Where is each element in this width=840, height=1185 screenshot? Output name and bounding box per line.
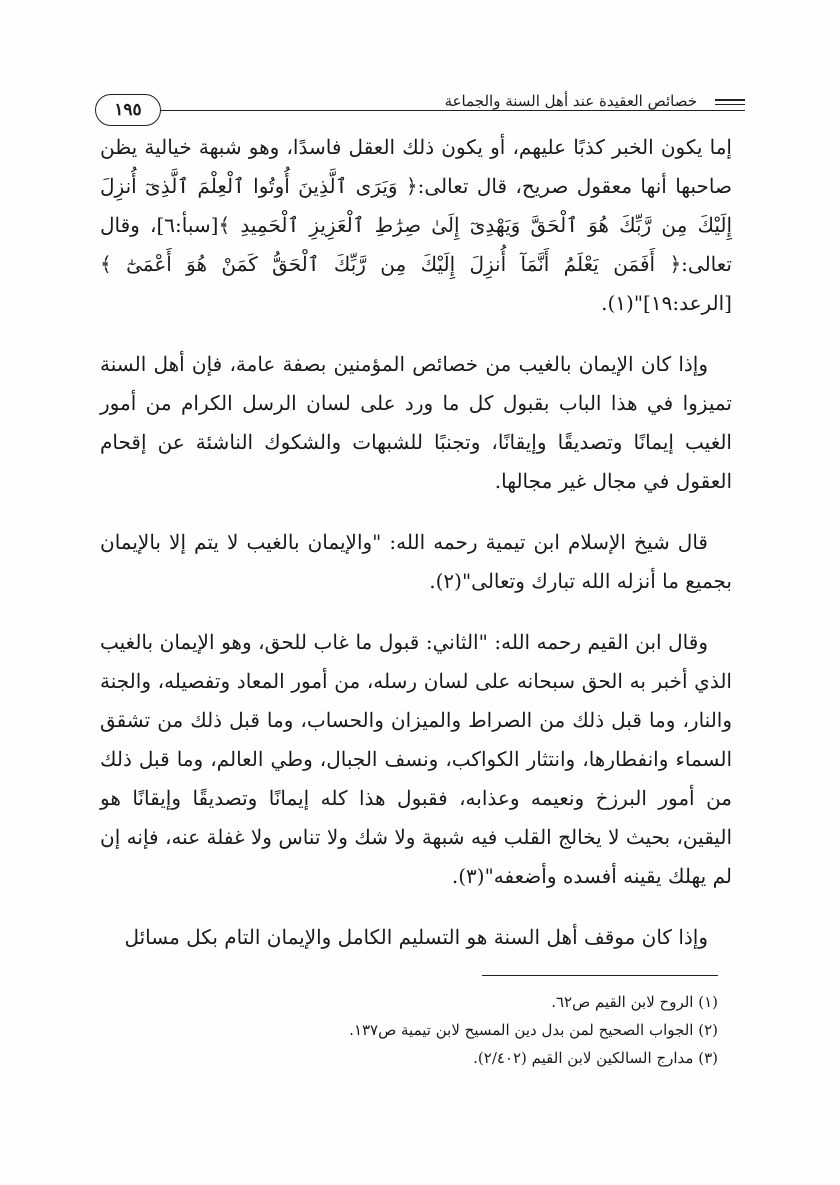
header-ornament bbox=[715, 99, 745, 105]
paragraph-3: قال شيخ الإسلام ابن تيمية رحمه الله: "والإيمان بالغيب لا يتم إلا بالإيمان بجميع ما أنزله الله تبارك وتعالى"(٢). bbox=[100, 530, 732, 593]
footnote-2: (٢) الجواب الصحيح لمن بدل دين المسيح لابن تيمية ص١٣٧. bbox=[349, 1021, 718, 1039]
paragraph-5: وإذا كان موقف أهل السنة هو التسليم الكامل والإيمان التام بكل مسائل bbox=[124, 925, 708, 949]
footnote-3: (٣) مدارج السالكين لابن القيم (٢/٤٠٢). bbox=[473, 1049, 718, 1067]
paragraph-2: وإذا كان الإيمان بالغيب من خصائص المؤمنين بصفة عامة، فإن أهل السنة تميزوا في هذا الباب بقبول كل ما ورد على لسان الرسل الكرام من أمور الغيب إيمانًا وتصديقًا وإيقانًا، وتجنبًا للشبهات والشكوك الناشئة عن إقحام العقول في مجال غير مجالها. bbox=[100, 352, 732, 493]
paragraph-1: إما يكون الخبر كذبًا عليهم، أو يكون ذلك العقل فاسدًا، وهو شبهة خيالية يظن صاحبها أنها معقول صريح، قال تعالى:﴿ وَيَرَى ٱلَّذِينَ أُوتُوا ٱلْعِلْمَ ٱلَّذِىٓ أُنزِلَ إِلَيْكَ مِن رَّبِّكَ هُوَ ٱلْحَقَّ وَيَهْدِىٓ إِلَىٰ صِرَٰطِ ٱلْعَزِيزِ ٱلْحَمِيدِ ﴾[سبأ:٦]، وقال تعالى:﴿ أَفَمَن يَعْلَمُ أَنَّمَآ أُنزِلَ إِلَيْكَ مِن رَّبِّكَ ٱلْحَقُّ كَمَنْ هُوَ أَعْمَىٰٓ ﴾ [الرعد:١٩]"(١). bbox=[100, 135, 733, 315]
running-header bbox=[95, 86, 745, 126]
page-number: ١٩٥ bbox=[95, 94, 161, 126]
footnote-rule bbox=[482, 975, 718, 976]
paragraph-4: وقال ابن القيم رحمه الله: "الثاني: قبول ما غاب للحق، وهو الإيمان بالغيب الذي أخبر به الحق سبحانه على لسان رسله، من أمور المعاد وتفصيله، والجنة والنار، وما قبل ذلك من الصراط والميزان والحساب، وما قبل ذلك من تشقق السماء وانفطارها، وانتثار الكواكب، ونسف الجبال، وطي العالم، وما قبل ذلك من أمور البرزخ ونعيمه وعذابه، فقبول هذا كله إيمانًا وتصديقًا وإيقانًا هو اليقين، بحيث لا يخالج القلب فيه شبهة ولا شك ولا تناس ولا غفلة عنه، فإنه إن لم يهلك يقينه أفسده وأضعفه"(٣). bbox=[100, 630, 733, 888]
footnote-1: (١) الروح لابن القيم ص٦٢. bbox=[551, 993, 718, 1011]
main-text bbox=[100, 128, 732, 957]
header-rule bbox=[155, 110, 745, 111]
footnotes bbox=[300, 988, 718, 1072]
running-header-title: خصائص العقيدة عند أهل السنة والجماعة bbox=[437, 92, 705, 110]
